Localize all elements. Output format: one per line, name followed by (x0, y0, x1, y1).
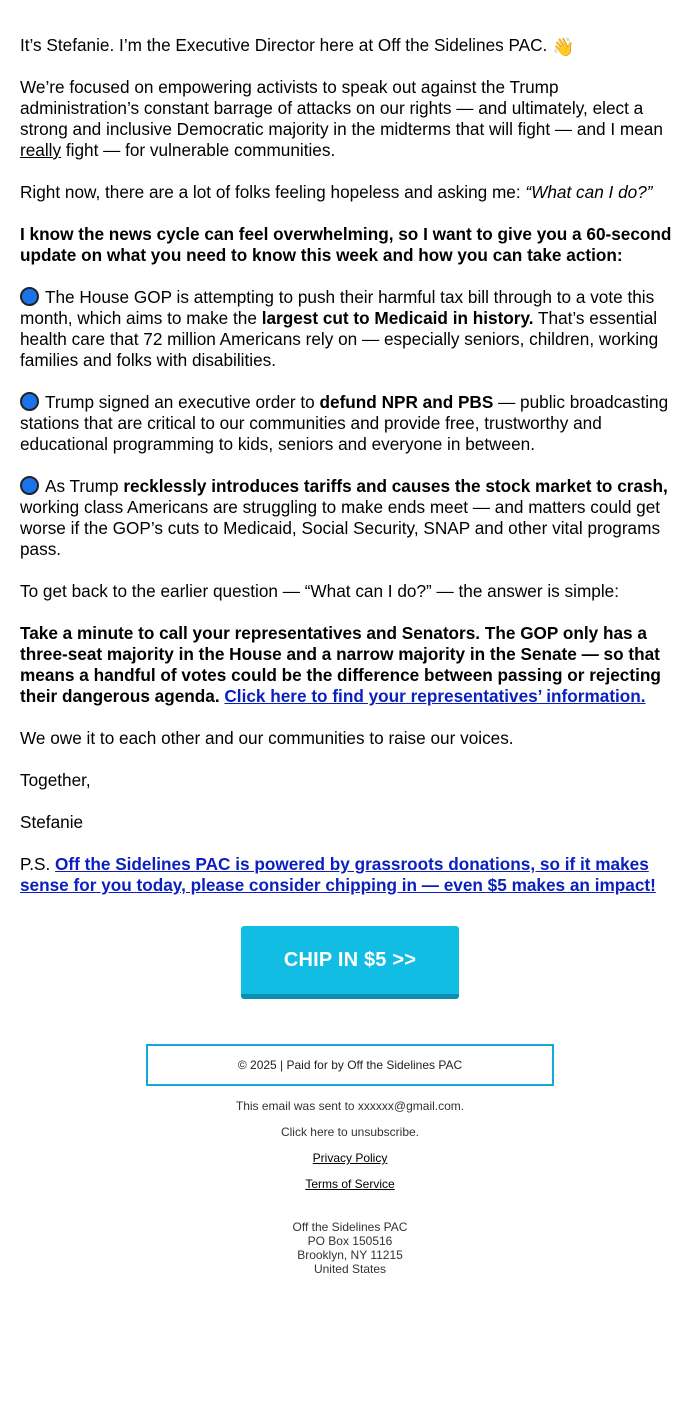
address-line: PO Box 150516 (307, 1234, 393, 1248)
emphasis-really: really (20, 140, 62, 160)
owe-paragraph: We owe it to each other and our communities to raise our voices. (20, 728, 514, 748)
address-line: Brooklyn, NY 11215 (297, 1248, 403, 1262)
blue-circle-icon (20, 476, 39, 495)
closing-together: Together, (20, 770, 91, 790)
intro-paragraph: We’re focused on empowering activists to speak out against the Trump administration’s constant barrage of attacks on our rights — and ultimately, elect a strong and inclusive Democratic majority in the midterms that will fight — and I mean really fight — for vulnerable communities. (20, 77, 663, 160)
blue-circle-icon (20, 287, 39, 306)
sent-to-notice: This email was sent to xxxxxx@gmail.com. (235, 1099, 465, 1113)
waving-hand-icon: 👋 (552, 37, 575, 57)
privacy-policy-row (20, 1152, 680, 1164)
greeting-paragraph: It’s Stefanie. I’m the Executive Director here at Off the Sidelines PAC. 👋 (20, 35, 575, 57)
question-quote: “What can I do?” (525, 182, 653, 202)
call-to-action-paragraph: Take a minute to call your representatives and Senators. The GOP only has a three-seat majority in the House and a narrow majority in the Senate — so that means a handful of votes could be the difference between passing or rejecting their dangerous agenda. Click here to find your representatives’ information. (20, 623, 661, 706)
find-representatives-link[interactable]: Click here to find your representatives’ information. (224, 686, 646, 706)
answer-paragraph: To get back to the earlier question — “What can I do?” — the answer is simple: (20, 581, 619, 601)
bullet-item: Trump signed an executive order to defund NPR and PBS — public broadcasting stations that are critical to our communities and provide free, trustworthy and educational programming to kids, seniors and everyone in between. (20, 392, 669, 454)
terms-of-service-link[interactable]: Terms of Service (305, 1177, 395, 1191)
ps-paragraph: P.S. Off the Sidelines PAC is powered by grassroots donations, so if it makes sense for you today, please consider chipping in — even $5 makes an impact! (20, 854, 656, 895)
signature: Stefanie (20, 812, 84, 832)
bullet-item: As Trump recklessly introduces tariffs and causes the stock market to crash, working class Americans are struggling to make ends meet — and matters could get worse if the GOP’s cuts to Medicaid, Social Security, SNAP and other vital programs pass. (20, 476, 668, 559)
unsubscribe-link[interactable]: Click here to unsubscribe. (280, 1125, 420, 1139)
update-heading: I know the news cycle can feel overwhelming, so I want to give you a 60-second update on what you need to know this week and how you can take action: (20, 224, 672, 265)
bullet-item: The House GOP is attempting to push their harmful tax bill through to a vote this month, which aims to make the largest cut to Medicaid in history. That’s essential health care that 72 million Americans rely on — especially seniors, children, working families and folks with disabilities. (20, 287, 659, 370)
chip-in-button[interactable]: CHIP IN $5 >> (241, 926, 459, 999)
cta-container (20, 926, 680, 999)
donate-link[interactable]: Off the Sidelines PAC is powered by grassroots donations, so if it makes sense for you today, please consider chipping in — even $5 makes an impact! (20, 854, 656, 895)
blue-circle-icon (20, 392, 39, 411)
terms-row (20, 1178, 680, 1190)
mailing-address (20, 1220, 680, 1276)
privacy-policy-link[interactable]: Privacy Policy (312, 1151, 388, 1165)
question-paragraph: Right now, there are a lot of folks feeling hopeless and asking me: “What can I do?” (20, 182, 653, 202)
paid-for-disclaimer: © 2025 | Paid for by Off the Sidelines PAC (146, 1044, 554, 1086)
address-line: United States (313, 1262, 387, 1276)
address-line: Off the Sidelines PAC (292, 1220, 408, 1234)
